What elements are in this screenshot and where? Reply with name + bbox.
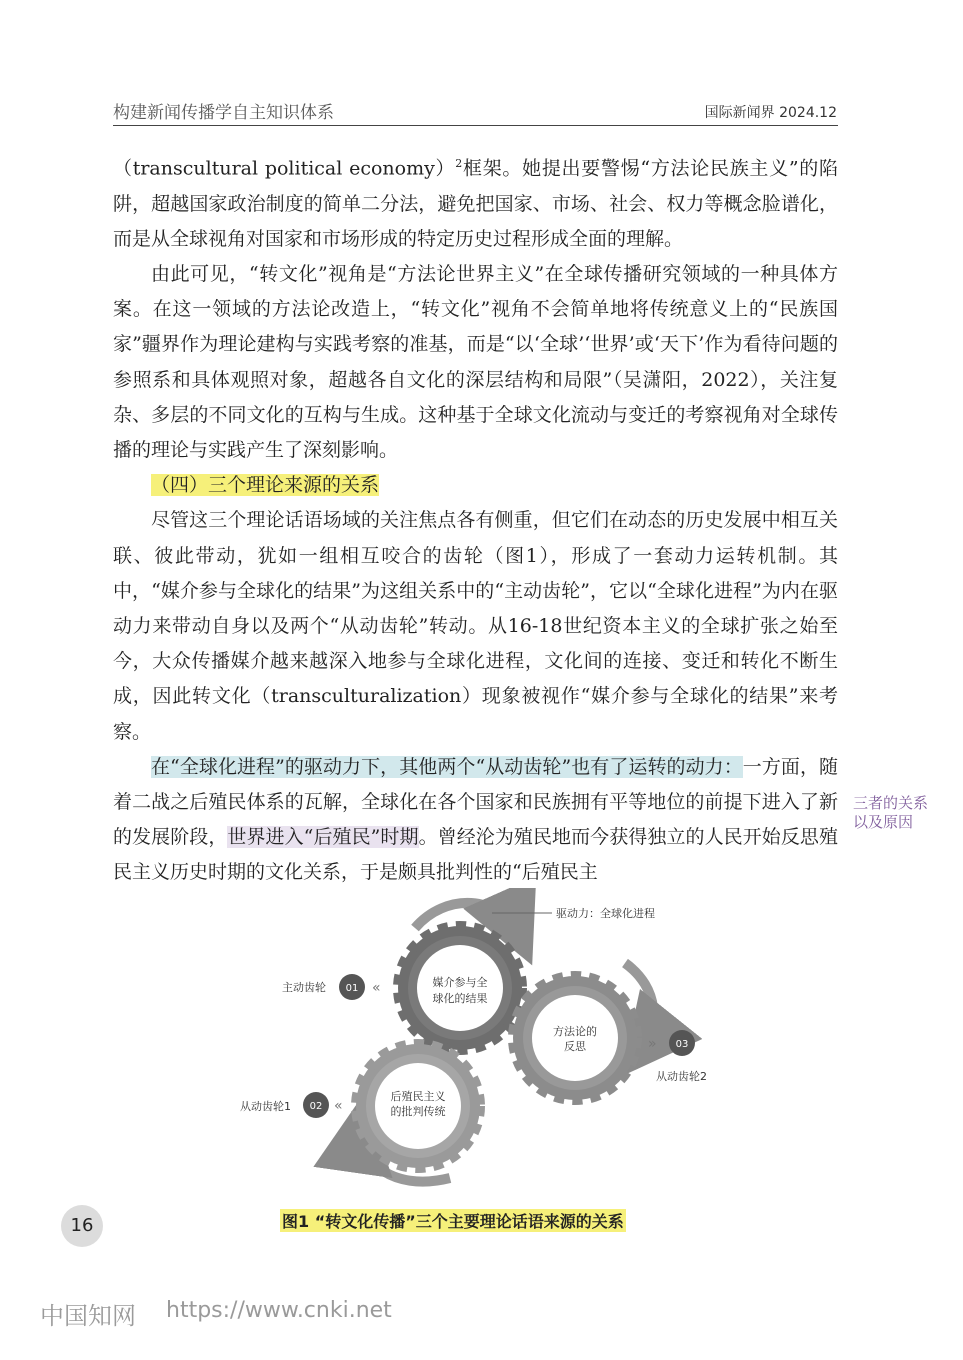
gear-1-label-1: 媒介参与全 [432, 976, 488, 989]
figure-caption: 图1 “转文化传播”三个主要理论话语来源的关系 [280, 1209, 626, 1232]
paragraph-4: 在“全球化进程”的驱动力下，其他两个“从动齿轮”也有了运转的动力：一方面，随着二战之后殖民体系的瓦解，全球化在各个国家和民族拥有平等地位的前提下进入了新的发展阶段，世界进入“后殖民”时期。曾经沦为殖民地而今获得独立的人民开始反思殖民主义历史时期的文化关系，于是颇具批判性的“后殖民主 [113, 755, 838, 884]
badge-03 [648, 1030, 707, 1083]
badge-01 [282, 974, 381, 1000]
chevrons-left-icon: « [372, 980, 381, 996]
chevrons-left-icon: « [334, 1098, 343, 1114]
paragraph-3: 尽管这三个理论话语场域的关注焦点各有侧重，但它们在动态的历史发展中相互关联、彼此带动，犹如一组相互咬合的齿轮（图1），形成了一套动力运转机制。其中，“媒介参与全球化的结果”为这组关系中的“主动齿轮”，它以“全球化进程”为内在驱动力来带动自身以及两个“从动齿轮”转动。从16-18世纪资本主义的全球扩张之始至今，大众传播媒介越来越深入地参与全球化进程，文化间的连接、变迁和转化不断生成，因此转文化（transculturalization）现象被视作“媒介参与全球化的结果”来考察。 [113, 509, 838, 743]
highlight-blue[interactable]: 在“全球化进程”的驱动力下，其他两个“从动齿轮”也有了运转的动力： [151, 755, 743, 778]
watermark-url[interactable]: https://www.cnki.net [166, 1298, 392, 1323]
role-label-2: 从动齿轮1 [240, 1100, 291, 1113]
role-label-1: 主动齿轮 [282, 981, 326, 994]
section-heading: （四）三个理论来源的关系 [151, 474, 380, 497]
gear-diagram [230, 888, 730, 1198]
svg-text:02: 02 [309, 1101, 323, 1112]
svg-text:01: 01 [345, 983, 359, 994]
gear-3-label-1: 方法论的 [553, 1025, 597, 1038]
chevrons-right-icon: » [648, 1036, 657, 1052]
page-number: 16 [61, 1205, 103, 1247]
journal-name: 国际新闻界 [704, 105, 775, 121]
gear-3 [513, 976, 637, 1100]
svg-text:03: 03 [675, 1039, 689, 1050]
badge-02 [240, 1092, 343, 1118]
journal-issue [705, 102, 837, 122]
footnote-ref[interactable]: 2 [455, 157, 463, 170]
drive-label: 驱动力：全球化进程 [556, 907, 655, 920]
gear-1 [398, 926, 522, 1050]
issue-number: 2024.12 [779, 105, 837, 121]
role-label-3: 从动齿轮2 [656, 1070, 707, 1083]
gear-3-label-2: 反思 [564, 1040, 586, 1053]
running-title: 构建新闻传播学自主知识体系 [113, 103, 334, 123]
highlight-purple[interactable]: 世界进入“后殖民”时期 [227, 826, 419, 849]
watermark-logo-text: 中国知网 [40, 1302, 136, 1330]
margin-annotation[interactable]: 三者的关系 以及原因 [853, 794, 929, 831]
paragraph-1: （transcultural political economy）$^2$框架。她提出要警惕“方法论民族主义”的陷阱，超越国家政治制度的简单二分法，避免把国家、市场、社会、权力等概念脸谱化，而是从全球视角对国家和市场形成的特定历史过程形成全面的理解。 [113, 157, 838, 250]
header-rule [113, 125, 838, 126]
gear-2 [356, 1044, 480, 1168]
gear-1-label-2: 球化的结果 [432, 992, 488, 1005]
article-body [113, 146, 838, 891]
gear-2-label-2: 的批判传统 [390, 1105, 446, 1118]
paragraph-2: 由此可见，“转文化”视角是“方法论世界主义”在全球传播研究领域的一种具体方案。在这一领域的方法论改造上，“转文化”视角不会简单地将传统意义上的“民族国家”疆界作为理论建构与实践考察的准基，而是“以‘全球’‘世界’或‘天下’作为看待问题的参照系和具体观照对象，超越各自文化的深层结构和局限”（吴潇阳，2022），关注复杂、多层的不同文化的互构与生成。这种基于全球文化流动与变迁的考察视角对全球传播的理论与实践产生了深刻影响。 [113, 262, 838, 461]
gear-2-label-1: 后殖民主义 [390, 1090, 446, 1103]
